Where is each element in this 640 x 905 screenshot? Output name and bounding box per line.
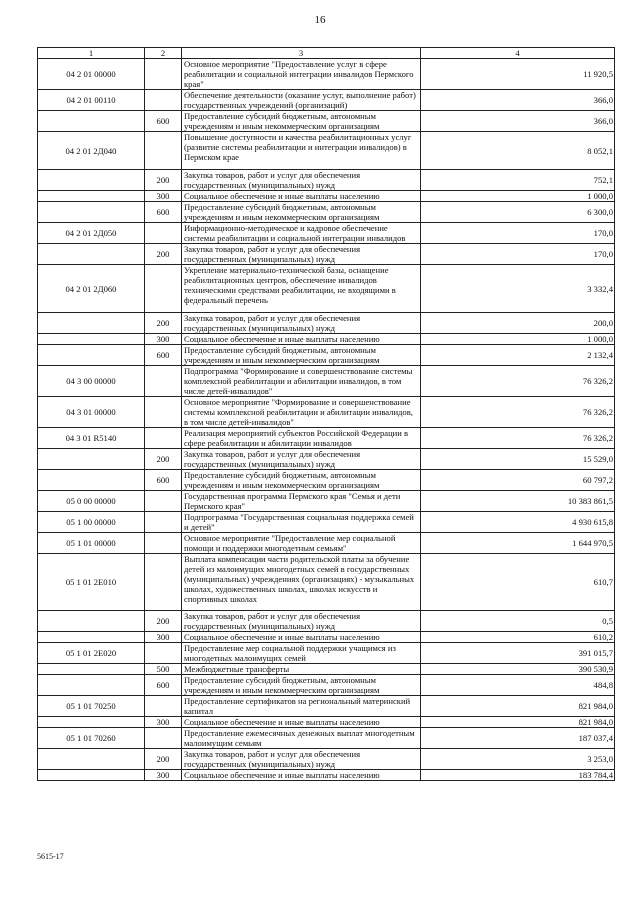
row-amount: 821 984,0 — [421, 696, 615, 717]
row-expense-type — [145, 59, 182, 90]
row-amount: 200,0 — [421, 313, 615, 334]
table-row — [38, 491, 615, 512]
table-row — [38, 313, 615, 334]
row-amount: 752,1 — [421, 170, 615, 191]
row-code — [38, 717, 145, 728]
row-description: Предоставление субсидий бюджетным, автономным учреждениям и иным некоммерческим организациям — [182, 345, 421, 366]
table-row — [38, 717, 615, 728]
row-code: 05 1 00 00000 — [38, 512, 145, 533]
row-amount: 10 383 861,5 — [421, 491, 615, 512]
row-expense-type — [145, 554, 182, 611]
table-row — [38, 265, 615, 313]
row-amount: 610,2 — [421, 632, 615, 643]
row-description: Предоставление мер социальной поддержки учащимся из многодетных малоимущих семей — [182, 643, 421, 664]
header-col-1: 1 — [38, 48, 145, 59]
row-expense-type: 600 — [145, 111, 182, 132]
table-row — [38, 770, 615, 781]
row-amount: 60 797,2 — [421, 470, 615, 491]
row-amount: 187 037,4 — [421, 728, 615, 749]
row-description: Выплата компенсации части родительской платы за обучение детей из малоимущих многодетных семей в государственных (муниципальных) учреждениях (организациях) - музыкальных школах, художественных школах, школах искусств и спортивных школах — [182, 554, 421, 611]
row-code: 05 1 01 70250 — [38, 696, 145, 717]
row-expense-type — [145, 265, 182, 313]
row-expense-type — [145, 512, 182, 533]
row-amount: 170,0 — [421, 223, 615, 244]
row-code — [38, 202, 145, 223]
row-amount: 8 052,1 — [421, 132, 615, 170]
row-code — [38, 111, 145, 132]
table-header-row — [38, 48, 615, 59]
row-amount: 76 326,2 — [421, 428, 615, 449]
row-expense-type: 300 — [145, 334, 182, 345]
row-description: Предоставление ежемесячных денежных выплат многодетным малоимущим семьям — [182, 728, 421, 749]
row-code: 05 1 01 00000 — [38, 533, 145, 554]
row-description: Социальное обеспечение и иные выплаты населению — [182, 717, 421, 728]
table-row — [38, 132, 615, 170]
row-amount: 170,0 — [421, 244, 615, 265]
row-description: Предоставление сертификатов на региональный материнский капитал — [182, 696, 421, 717]
table-row — [38, 643, 615, 664]
row-description: Предоставление субсидий бюджетным, автономным учреждениям и иным некоммерческим организациям — [182, 675, 421, 696]
row-code — [38, 244, 145, 265]
row-code: 04 3 00 00000 — [38, 366, 145, 397]
row-code — [38, 664, 145, 675]
row-code: 04 2 01 2Д060 — [38, 265, 145, 313]
row-code: 04 2 01 2Д050 — [38, 223, 145, 244]
row-amount: 6 300,0 — [421, 202, 615, 223]
row-expense-type: 500 — [145, 664, 182, 675]
row-amount: 821 984,0 — [421, 717, 615, 728]
row-description: Подпрограмма "Государственная социальная поддержка семей и детей" — [182, 512, 421, 533]
row-expense-type: 200 — [145, 313, 182, 334]
table-row — [38, 428, 615, 449]
table-row — [38, 366, 615, 397]
table-row — [38, 223, 615, 244]
row-description: Повышение доступности и качества реабилитационных услуг (развитие системы реабилитации и интеграции инвалидов) в Пермском крае — [182, 132, 421, 170]
row-amount: 0,5 — [421, 611, 615, 632]
row-code — [38, 675, 145, 696]
table-row — [38, 554, 615, 611]
row-description: Государственная программа Пермского края "Семья и дети Пермского края" — [182, 491, 421, 512]
row-expense-type: 200 — [145, 611, 182, 632]
row-description: Социальное обеспечение и иные выплаты населению — [182, 334, 421, 345]
row-expense-type — [145, 643, 182, 664]
row-description: Межбюджетные трансферты — [182, 664, 421, 675]
row-code — [38, 470, 145, 491]
table-row — [38, 696, 615, 717]
row-amount: 390 530,9 — [421, 664, 615, 675]
row-expense-type: 300 — [145, 632, 182, 643]
row-code — [38, 611, 145, 632]
table-row — [38, 533, 615, 554]
row-description: Основное мероприятие "Формирование и совершенствование системы комплексной реабилитации и абилитации инвалидов, в том числе детей-инвалидов" — [182, 397, 421, 428]
table-row — [38, 512, 615, 533]
table-row — [38, 397, 615, 428]
row-description: Подпрограмма "Формирование и совершенствование системы комплексной реабилитации и абилитации инвалидов, в том числе детей-инвалидов" — [182, 366, 421, 397]
row-code: 04 2 01 00000 — [38, 59, 145, 90]
table-row — [38, 749, 615, 770]
row-expense-type: 200 — [145, 749, 182, 770]
table-row — [38, 90, 615, 111]
row-description: Обеспечение деятельности (оказание услуг, выполнение работ) государственных учреждений (организаций) — [182, 90, 421, 111]
row-code: 04 3 01 R5140 — [38, 428, 145, 449]
row-amount: 76 326,2 — [421, 397, 615, 428]
row-expense-type — [145, 696, 182, 717]
row-amount: 11 920,5 — [421, 59, 615, 90]
row-amount: 2 132,4 — [421, 345, 615, 366]
row-expense-type: 600 — [145, 202, 182, 223]
row-code — [38, 749, 145, 770]
row-amount: 183 784,4 — [421, 770, 615, 781]
row-code: 05 1 01 70260 — [38, 728, 145, 749]
row-code: 04 3 01 00000 — [38, 397, 145, 428]
footer-code: 5615-17 — [37, 852, 64, 861]
table-row — [38, 728, 615, 749]
table-row — [38, 59, 615, 90]
table-row — [38, 470, 615, 491]
row-code — [38, 449, 145, 470]
row-amount: 1 000,0 — [421, 191, 615, 202]
row-expense-type — [145, 132, 182, 170]
row-description: Предоставление субсидий бюджетным, автономным учреждениям и иным некоммерческим организациям — [182, 111, 421, 132]
row-description: Укрепление материально-технической базы, оснащение реабилитационных центров, обеспечение инвалидов техническими средствами реабилитации, не входящими в федеральный перечень — [182, 265, 421, 313]
row-description: Закупка товаров, работ и услуг для обеспечения государственных (муниципальных) нужд — [182, 749, 421, 770]
table-row — [38, 632, 615, 643]
row-expense-type: 600 — [145, 675, 182, 696]
row-amount: 391 015,7 — [421, 643, 615, 664]
row-expense-type — [145, 728, 182, 749]
row-amount: 1 644 970,5 — [421, 533, 615, 554]
row-expense-type — [145, 428, 182, 449]
row-code: 05 1 01 2Е010 — [38, 554, 145, 611]
row-description: Реализация мероприятий субъектов Российской Федерации в сфере реабилитации и абилитации инвалидов — [182, 428, 421, 449]
row-description: Закупка товаров, работ и услуг для обеспечения государственных (муниципальных) нужд — [182, 449, 421, 470]
row-expense-type: 600 — [145, 345, 182, 366]
budget-table — [37, 47, 615, 781]
header-col-3: 3 — [182, 48, 421, 59]
row-expense-type: 600 — [145, 470, 182, 491]
row-expense-type: 200 — [145, 244, 182, 265]
row-code — [38, 770, 145, 781]
row-description: Закупка товаров, работ и услуг для обеспечения государственных (муниципальных) нужд — [182, 170, 421, 191]
row-amount: 1 000,0 — [421, 334, 615, 345]
row-amount: 484,8 — [421, 675, 615, 696]
row-description: Социальное обеспечение и иные выплаты населению — [182, 632, 421, 643]
row-code: 05 1 01 2Е020 — [38, 643, 145, 664]
row-expense-type: 200 — [145, 449, 182, 470]
row-code: 04 2 01 2Д040 — [38, 132, 145, 170]
page-number: 16 — [314, 14, 326, 26]
row-amount: 15 529,0 — [421, 449, 615, 470]
row-description: Закупка товаров, работ и услуг для обеспечения государственных (муниципальных) нужд — [182, 611, 421, 632]
row-expense-type — [145, 223, 182, 244]
header-col-2: 2 — [145, 48, 182, 59]
row-amount: 610,7 — [421, 554, 615, 611]
row-description: Информационно-методическое и кадровое обеспечение системы реабилитации и социальной интеграции инвалидов — [182, 223, 421, 244]
table-row — [38, 449, 615, 470]
row-amount: 3 253,0 — [421, 749, 615, 770]
table-row — [38, 111, 615, 132]
table-row — [38, 202, 615, 223]
row-expense-type: 300 — [145, 717, 182, 728]
table-row — [38, 345, 615, 366]
row-amount: 366,0 — [421, 90, 615, 111]
row-code — [38, 191, 145, 202]
row-expense-type — [145, 366, 182, 397]
row-code — [38, 345, 145, 366]
row-code — [38, 334, 145, 345]
header-col-4: 4 — [421, 48, 615, 59]
row-description: Предоставление субсидий бюджетным, автономным учреждениям и иным некоммерческим организациям — [182, 202, 421, 223]
table-row — [38, 244, 615, 265]
row-amount: 366,0 — [421, 111, 615, 132]
row-code — [38, 313, 145, 334]
row-description: Социальное обеспечение и иные выплаты населению — [182, 770, 421, 781]
table-row — [38, 611, 615, 632]
table-row — [38, 170, 615, 191]
row-description: Предоставление субсидий бюджетным, автономным учреждениям и иным некоммерческим организациям — [182, 470, 421, 491]
row-expense-type: 300 — [145, 770, 182, 781]
row-description: Основное мероприятие "Предоставление мер социальной помощи и поддержки многодетным семьям" — [182, 533, 421, 554]
row-description: Закупка товаров, работ и услуг для обеспечения государственных (муниципальных) нужд — [182, 313, 421, 334]
table-row — [38, 334, 615, 345]
row-amount: 4 930 615,8 — [421, 512, 615, 533]
row-code: 04 2 01 00110 — [38, 90, 145, 111]
table-row — [38, 675, 615, 696]
table-row — [38, 664, 615, 675]
row-description: Закупка товаров, работ и услуг для обеспечения государственных (муниципальных) нужд — [182, 244, 421, 265]
row-description: Основное мероприятие "Предоставление услуг в сфере реабилитации и социальной интеграции инвалидов Пермского края" — [182, 59, 421, 90]
row-expense-type — [145, 491, 182, 512]
table-row — [38, 191, 615, 202]
row-code: 05 0 00 00000 — [38, 491, 145, 512]
row-code — [38, 170, 145, 191]
row-expense-type — [145, 533, 182, 554]
row-expense-type — [145, 90, 182, 111]
row-amount: 3 332,4 — [421, 265, 615, 313]
row-expense-type: 300 — [145, 191, 182, 202]
row-description: Социальное обеспечение и иные выплаты населению — [182, 191, 421, 202]
row-expense-type — [145, 397, 182, 428]
row-expense-type: 200 — [145, 170, 182, 191]
row-code — [38, 632, 145, 643]
row-amount: 76 326,2 — [421, 366, 615, 397]
